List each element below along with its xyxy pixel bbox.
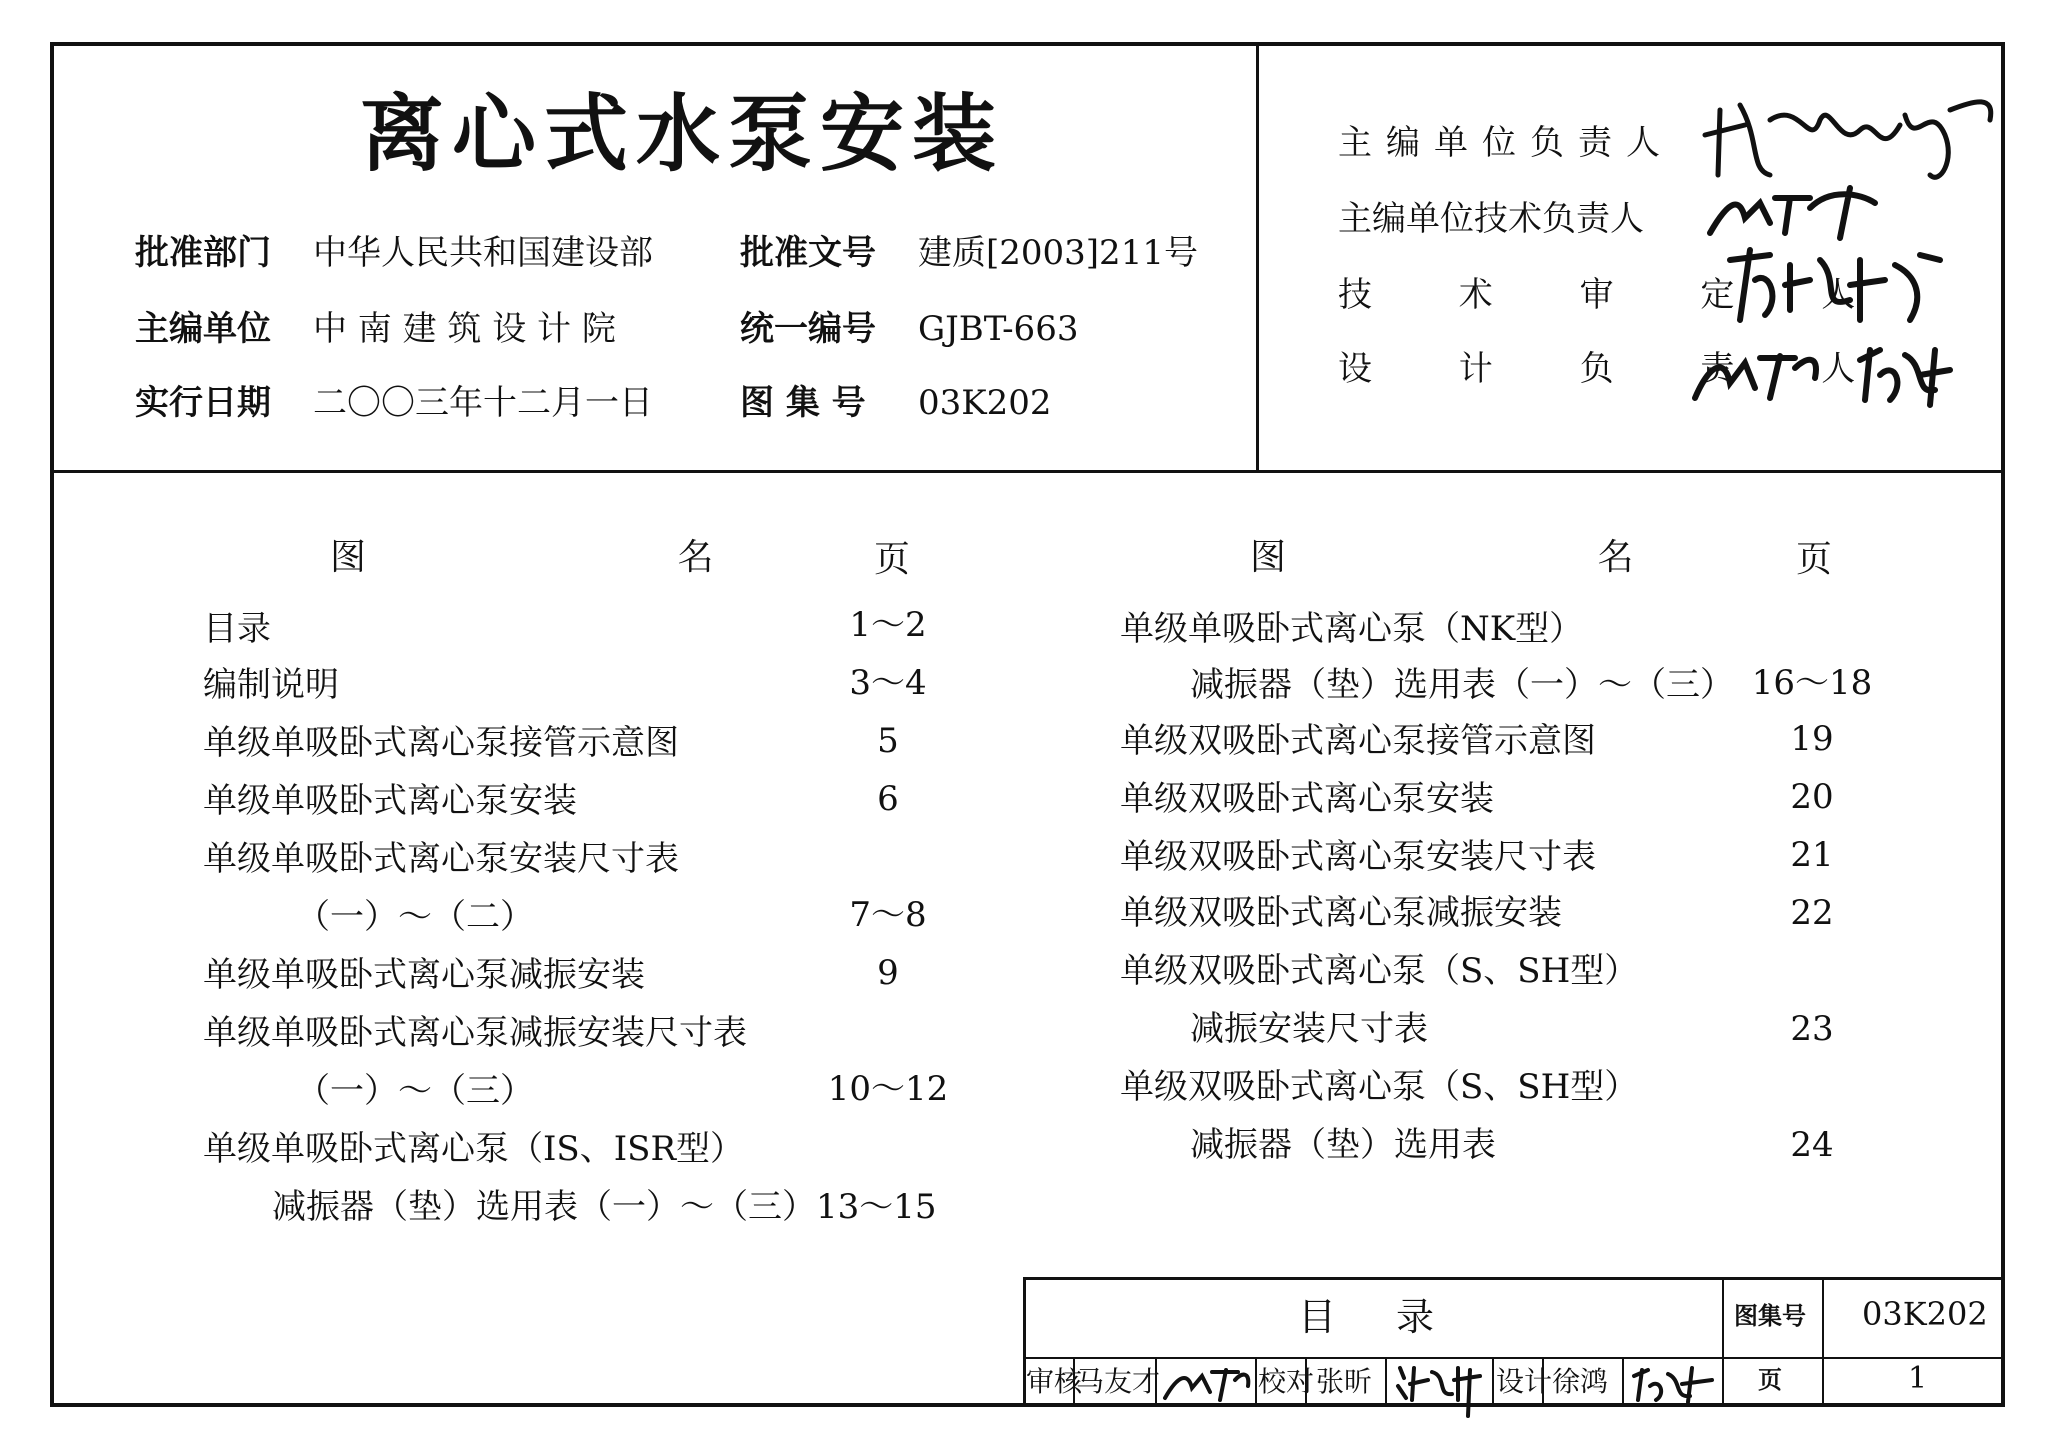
title-block-check-name: 张昕: [1316, 1365, 1373, 1398]
toc-left-item: 减振器（垫）选用表（一）～（三）13～15: [272, 1187, 937, 1227]
toc-left-item: 单级单吸卧式离心泵减振安装: [203, 955, 645, 995]
signature-design-head-2: [1850, 335, 1960, 410]
toc-right-header-name: 图 名: [1250, 537, 1784, 578]
meta-value-approval-dept: 中华人民共和国建设部: [313, 233, 653, 273]
toc-right-page: 19: [1790, 719, 1834, 759]
meta-value-approval-no: 建质[2003]211号: [918, 233, 1198, 273]
toc-left-item: （一）～（二）: [296, 897, 534, 937]
toc-left-page: 5: [877, 721, 899, 761]
title-block-atlas-label: 图集号: [1734, 1301, 1806, 1330]
toc-left-item: 目录: [203, 609, 271, 649]
meta-value-effective-date: 二〇〇三年十二月一日: [313, 383, 653, 423]
toc-left-page: 6: [877, 779, 899, 819]
toc-right-item: 单级双吸卧式离心泵接管示意图: [1120, 721, 1596, 761]
toc-right-item: 减振器（垫）选用表: [1190, 1125, 1496, 1165]
title-block-review-name: 马友才: [1076, 1365, 1161, 1398]
title-block-cell-divider: [1622, 1357, 1624, 1407]
signature-chief-unit-head: [1700, 80, 2000, 190]
toc-right-page: 23: [1790, 1009, 1834, 1049]
toc-left-header-name: 图 名: [330, 537, 864, 578]
role-chief-unit-head: 主编单位负责人: [1338, 123, 1674, 163]
title-block-row-divider: [1023, 1357, 2005, 1359]
toc-left-item: 单级单吸卧式离心泵接管示意图: [203, 723, 679, 763]
signature-design-head-1: [1685, 338, 1825, 408]
signature-chief-unit-tech-head: [1700, 178, 1900, 248]
toc-right-page: 21: [1790, 835, 1834, 875]
drawing-title: 离心式水泵安装: [360, 84, 1005, 183]
title-block-name: 目录: [1298, 1295, 1495, 1339]
toc-right-page: 24: [1790, 1125, 1834, 1165]
toc-right-page: 22: [1790, 893, 1834, 933]
meta-label-unified-no: 统一编号: [740, 309, 876, 349]
toc-right-item: 单级单吸卧式离心泵（NK型）: [1120, 609, 1584, 649]
title-block-design-name: 徐鸿: [1552, 1365, 1609, 1398]
signature-tech-approver: [1710, 240, 1950, 330]
toc-left-header-page: 页: [874, 539, 911, 580]
toc-left-page: 1～2: [849, 605, 927, 645]
toc-left-item: 单级单吸卧式离心泵安装尺寸表: [203, 839, 679, 879]
title-block-cell-divider: [1255, 1357, 1257, 1407]
title-block-design-label: 设计: [1496, 1365, 1553, 1398]
toc-left-page: 7～8: [849, 895, 927, 935]
toc-right-page: 20: [1790, 777, 1834, 817]
toc-right-item: 单级双吸卧式离心泵（S、SH型）: [1120, 1067, 1639, 1107]
toc-right-item: 单级双吸卧式离心泵减振安装: [1120, 893, 1562, 933]
title-block-review-signature: [1160, 1360, 1252, 1404]
toc-left-item: 编制说明: [203, 665, 339, 705]
toc-left-page: 3～4: [849, 663, 927, 703]
title-block-review-label: 审核: [1026, 1365, 1083, 1398]
toc-left-item: （一）～（三）: [296, 1071, 534, 1111]
meta-value-unified-no: GJBT-663: [918, 309, 1079, 349]
role-design-head: 设 计 负 责 人: [1338, 349, 1894, 389]
toc-right-item: 单级双吸卧式离心泵（S、SH型）: [1120, 951, 1639, 991]
title-block-cell-divider: [1492, 1357, 1494, 1407]
title-block-design-signature: [1628, 1360, 1718, 1404]
header-vertical-divider: [1256, 42, 1259, 472]
title-block-cell-divider: [1385, 1357, 1387, 1407]
toc-left-item: 单级单吸卧式离心泵减振安装尺寸表: [203, 1013, 747, 1053]
title-block-col-divider: [1822, 1277, 1824, 1407]
role-tech-approver: 技 术 审 定 人: [1338, 275, 1894, 315]
meta-label-atlas-no: 图 集 号: [740, 383, 866, 423]
meta-value-atlas-no: 03K202: [918, 383, 1052, 423]
toc-right-page: 16～18: [1751, 663, 1873, 703]
toc-right-item: 单级双吸卧式离心泵安装尺寸表: [1120, 837, 1596, 877]
role-chief-unit-tech-head: 主编单位技术负责人: [1338, 199, 1644, 239]
toc-left-page: 10～12: [827, 1069, 949, 1109]
title-block-col-divider: [1722, 1277, 1724, 1407]
meta-label-effective-date: 实行日期: [135, 383, 271, 423]
meta-value-chief-unit: 中 南 建 筑 设 计 院: [313, 309, 616, 349]
meta-label-approval-no: 批准文号: [740, 233, 876, 273]
toc-left-item: 单级单吸卧式离心泵安装: [203, 781, 577, 821]
title-block-page-label: 页: [1758, 1365, 1782, 1394]
toc-right-item: 减振安装尺寸表: [1190, 1009, 1428, 1049]
toc-right-header-page: 页: [1796, 539, 1833, 580]
toc-right-item: 减振器（垫）选用表（一）～（三）: [1190, 665, 1734, 705]
toc-left-page: 9: [877, 953, 899, 993]
meta-label-chief-unit: 主编单位: [135, 309, 271, 349]
toc-right-item: 单级双吸卧式离心泵安装: [1120, 779, 1494, 819]
title-block-atlas-value: 03K202: [1862, 1295, 1988, 1333]
meta-label-approval-dept: 批准部门: [135, 233, 271, 273]
title-block-page-value: 1: [1908, 1361, 1928, 1396]
header-divider: [50, 470, 2005, 473]
title-block-check-label: 校对: [1258, 1365, 1315, 1398]
toc-left-item: 单级单吸卧式离心泵（IS、ISR型）: [203, 1129, 745, 1169]
title-block-check-signature: [1392, 1358, 1488, 1418]
